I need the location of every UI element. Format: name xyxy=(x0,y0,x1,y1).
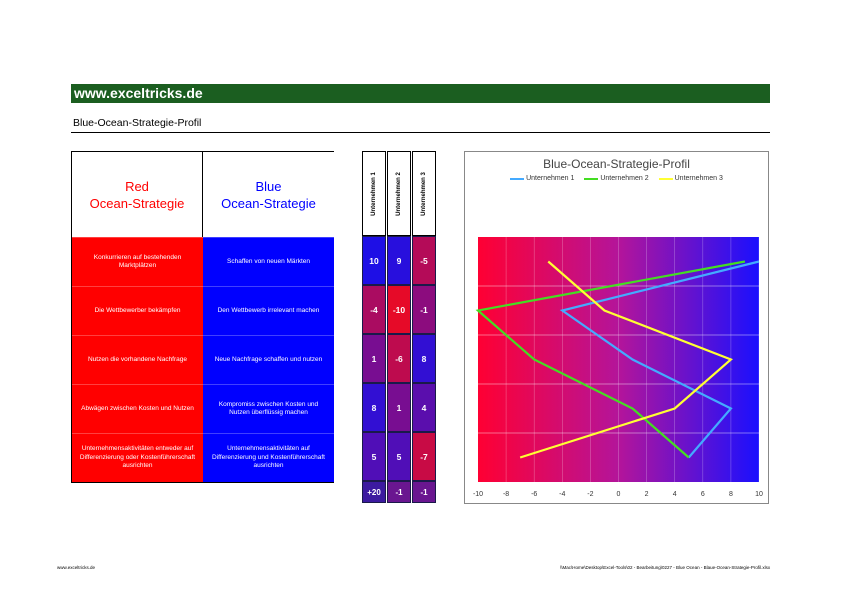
red-row-1: Konkurrieren auf bestehenden Marktplätzen xyxy=(72,237,203,286)
score-cell-r4-c1: 8 xyxy=(362,383,386,432)
blue-header-line-1: Blue xyxy=(255,178,282,194)
score-cell-r1-c1: 10 xyxy=(362,236,386,285)
blue-ocean-header xyxy=(203,152,334,237)
blue-row-1: Schaffen von neuen Märkten xyxy=(203,237,334,286)
company-3-header xyxy=(412,151,436,236)
red-row-5: Unternehmensaktivitäten entweder auf Differenzierung oder Kostenführerschaft ausrichten xyxy=(72,433,203,482)
score-cell-r1-c2: 9 xyxy=(387,236,411,285)
score-total-c1: +20 xyxy=(362,481,386,503)
red-header-line-2: Ocean-Strategie xyxy=(89,195,185,211)
legend-label-2: Unternehmen 2 xyxy=(600,175,649,182)
blue-row-3: Neue Nachfrage schaffen und nutzen xyxy=(203,335,334,384)
score-cell-r3-c1: 1 xyxy=(362,334,386,383)
x-tick-label: -4 xyxy=(559,491,566,498)
footer-site: www.exceltricks.de xyxy=(57,565,96,570)
chart-plot xyxy=(465,152,768,503)
x-tick-label: 2 xyxy=(644,491,649,498)
x-tick-label: 4 xyxy=(672,491,677,498)
blue-header-line-2: Ocean-Strategie xyxy=(221,195,316,211)
footer-file-path: \\Mac\Home\Desktop\Excel-Tools\02 - Bearbeitung\0227 - Blue Ocean - Blaue-Ocean-Strategie-Profil.xlsx xyxy=(560,565,771,570)
blue-row-5: Unternehmensaktivitäten auf Differenzierung und Kostenführerschaft ausrichten xyxy=(203,433,334,482)
score-cell-r3-c2: -6 xyxy=(387,334,411,383)
x-tick-label: 10 xyxy=(755,491,763,498)
chart-title: Blue-Ocean-Strategie-Profil xyxy=(543,157,690,171)
score-cell-r5-c2: 5 xyxy=(387,432,411,481)
blue-row-4: Kompromiss zwischen Kosten und Nutzen überflüssig machen xyxy=(203,384,334,433)
score-cell-r2-c1: -4 xyxy=(362,285,386,334)
strategy-table xyxy=(71,151,334,483)
blue-row-2: Den Wettbewerb irrelevant machen xyxy=(203,286,334,335)
divider xyxy=(71,132,770,133)
strategy-profile-chart xyxy=(464,151,769,504)
score-cell-r2-c2: -10 xyxy=(387,285,411,334)
red-header-line-1: Red xyxy=(125,178,149,194)
score-cell-r4-c3: 4 xyxy=(412,383,436,432)
x-tick-label: 0 xyxy=(616,491,621,498)
x-tick-label: -10 xyxy=(472,491,484,498)
company-3-label: Unternehmen 3 xyxy=(421,171,427,216)
x-tick-label: 8 xyxy=(728,491,733,498)
score-cell-r4-c2: 1 xyxy=(387,383,411,432)
score-cell-r3-c3: 8 xyxy=(412,334,436,383)
score-cell-r5-c1: 5 xyxy=(362,432,386,481)
red-row-2: Die Wettbewerber bekämpfen xyxy=(72,286,203,335)
company-2-label: Unternehmen 2 xyxy=(396,171,402,216)
page-subtitle: Blue-Ocean-Strategie-Profil xyxy=(73,117,202,129)
red-ocean-header xyxy=(72,152,203,237)
score-grid xyxy=(362,151,437,506)
score-total-c3: -1 xyxy=(412,481,436,503)
company-2-header xyxy=(387,151,411,236)
red-row-4: Abwägen zwischen Kosten und Nutzen xyxy=(72,384,203,433)
x-tick-label: -2 xyxy=(587,491,594,498)
score-cell-r1-c3: -5 xyxy=(412,236,436,285)
score-total-c2: -1 xyxy=(387,481,411,503)
site-banner: www.exceltricks.de xyxy=(71,84,770,103)
x-tick-label: -8 xyxy=(502,491,510,498)
legend-label-1: Unternehmen 1 xyxy=(526,175,575,182)
legend-label-3: Unternehmen 3 xyxy=(674,175,723,182)
red-row-3: Nutzen die vorhandene Nachfrage xyxy=(72,335,203,384)
x-tick-label: 6 xyxy=(700,491,705,498)
company-1-header xyxy=(362,151,386,236)
x-tick-label: -6 xyxy=(531,491,538,498)
score-cell-r2-c3: -1 xyxy=(412,285,436,334)
company-1-label: Unternehmen 1 xyxy=(371,171,377,216)
score-cell-r5-c3: -7 xyxy=(412,432,436,481)
